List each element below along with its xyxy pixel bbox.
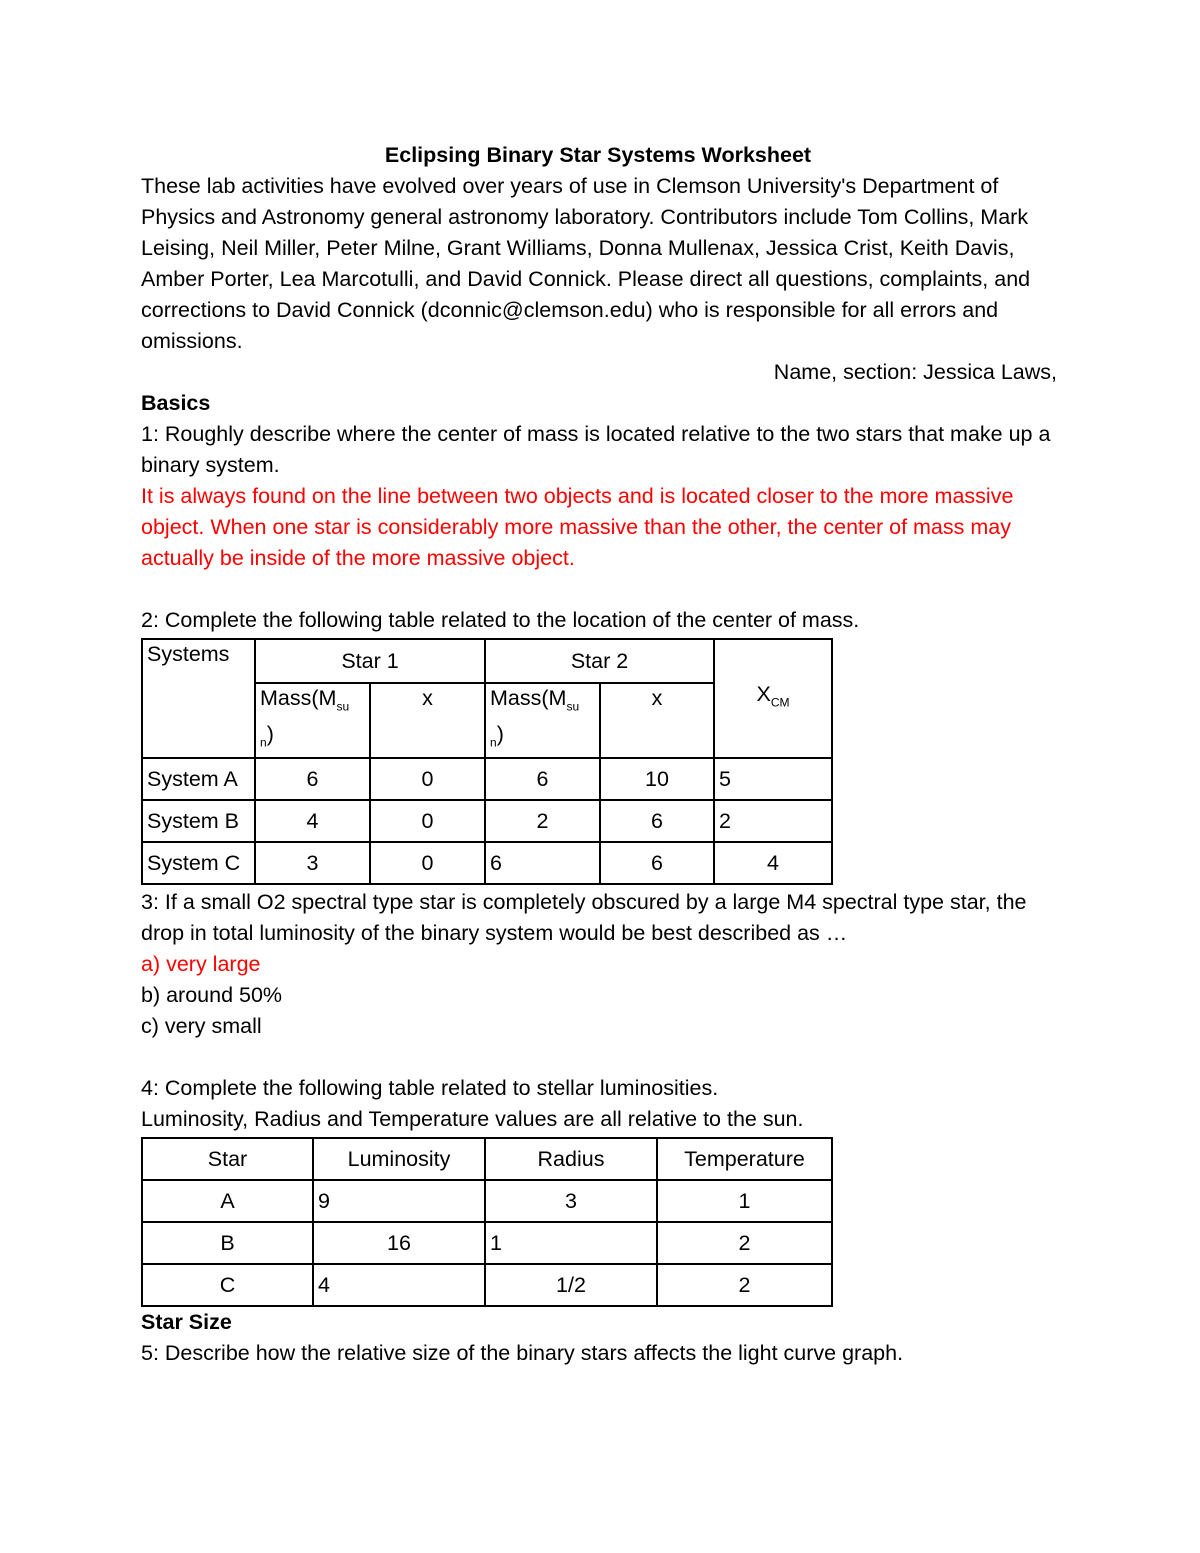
section-heading-basics: Basics <box>141 391 211 415</box>
luminosity-table <box>141 1137 833 1307</box>
page-title: Eclipsing Binary Star Systems Worksheet <box>384 143 812 167</box>
radius-cell: 3 <box>485 1180 657 1222</box>
radius-cell: 1/2 <box>485 1264 657 1306</box>
table-header-row <box>142 639 832 683</box>
temperature-cell: 2 <box>657 1264 832 1306</box>
luminosity-cell: 16 <box>313 1222 485 1264</box>
mass-1-cell: 3 <box>255 842 370 884</box>
spacer <box>141 574 1061 605</box>
luminosity-cell: 4 <box>313 1264 485 1306</box>
luminosity-cell: 9 <box>313 1180 485 1222</box>
table-row <box>142 842 832 884</box>
mass-1-cell: 6 <box>255 758 370 800</box>
x-1-cell: 0 <box>370 800 485 842</box>
xcm-cell: 2 <box>714 800 832 842</box>
answer-1: It is always found on the line between two objects and is located closer to the more massive object. When one star is considerably more massive than the other, the center of mass may actually be inside of the more massive object. <box>141 484 1014 570</box>
section-heading-star-size: Star Size <box>141 1309 232 1334</box>
table-row <box>142 1180 832 1222</box>
header-x-1: x <box>370 683 485 758</box>
header-mass-2: $Mass(M_{su}$ $_n$) <box>485 683 600 758</box>
mass-2-cell: 6 <box>485 842 600 884</box>
table-row <box>142 800 832 842</box>
x-1-cell: 0 <box>370 842 485 884</box>
star-cell: A <box>142 1180 313 1222</box>
question-5: 5: Describe how the relative size of the binary stars affects the light curve graph. <box>141 1340 904 1365</box>
temperature-cell: 1 <box>657 1180 832 1222</box>
header-x-2: x <box>600 683 714 758</box>
option-c: c) very small <box>141 1013 262 1038</box>
table-row <box>142 1264 832 1306</box>
header-luminosity: Luminosity <box>313 1138 485 1180</box>
table-row <box>142 1222 832 1264</box>
temperature-cell: 2 <box>657 1222 832 1264</box>
question-4: 4: Complete the following table related to stellar luminosities. <box>141 1075 719 1100</box>
question-1: 1: Roughly describe where the center of mass is located relative to the two stars that make up a binary system. <box>141 422 1051 477</box>
x-2-cell: 6 <box>600 842 714 884</box>
system-name: System A <box>142 758 255 800</box>
system-name: System C <box>142 842 255 884</box>
xcm-cell: 4 <box>714 842 832 884</box>
table-row <box>142 758 832 800</box>
center-of-mass-table <box>141 638 833 885</box>
header-star: Star <box>142 1138 313 1180</box>
question-2: 2: Complete the following table related to the location of the center of mass. <box>141 608 860 632</box>
header-radius: Radius <box>485 1138 657 1180</box>
worksheet-page <box>141 140 1061 1369</box>
mass-1-cell: 4 <box>255 800 370 842</box>
question-4-note: Luminosity, Radius and Temperature values are all relative to the sun. <box>141 1106 804 1131</box>
star-cell: B <box>142 1222 313 1264</box>
mass-2-cell: 2 <box>485 800 600 842</box>
mass-2-cell: 6 <box>485 758 600 800</box>
header-temperature: Temperature <box>657 1138 832 1180</box>
header-xcm: $X_{CM}$ <box>714 639 832 758</box>
system-name: System B <box>142 800 255 842</box>
x-2-cell: 6 <box>600 800 714 842</box>
header-mass-1: $Mass(M_{su}$ $_n$) <box>255 683 370 758</box>
x-1-cell: 0 <box>370 758 485 800</box>
name-section-line: Name, section: Jessica Laws, <box>773 360 1057 384</box>
header-star-1: Star 1 <box>255 639 485 683</box>
intro-paragraph: These lab activities have evolved over years of use in Clemson University's Department of Physics and Astronomy general astronomy laboratory. Contributors include Tom Collins, Mark Leising, Neil Miller, Peter Milne, Grant Williams, Donna Mullenax, Jessica Crist, Keith Davis, Amber Porter, Lea Marcotulli, and David Connick. Please direct all questions, complaints, and corrections to David Connick (dconnic@clemson.edu) who is responsible for all errors and omissions. <box>141 174 1031 353</box>
star-cell: C <box>142 1264 313 1306</box>
option-b: b) around 50% <box>141 982 283 1007</box>
x-2-cell: 10 <box>600 758 714 800</box>
table-header-row <box>142 1138 832 1180</box>
xcm-cell: 5 <box>714 758 832 800</box>
radius-cell: 1 <box>485 1222 657 1264</box>
option-a: a) very large <box>141 951 261 976</box>
spacer <box>141 1042 1061 1073</box>
header-systems: Systems <box>142 639 255 758</box>
header-star-2: Star 2 <box>485 639 714 683</box>
question-3: 3: If a small O2 spectral type star is completely obscured by a large M4 spectral type star, the drop in total luminosity of the binary system would be best described as … <box>141 889 1027 945</box>
